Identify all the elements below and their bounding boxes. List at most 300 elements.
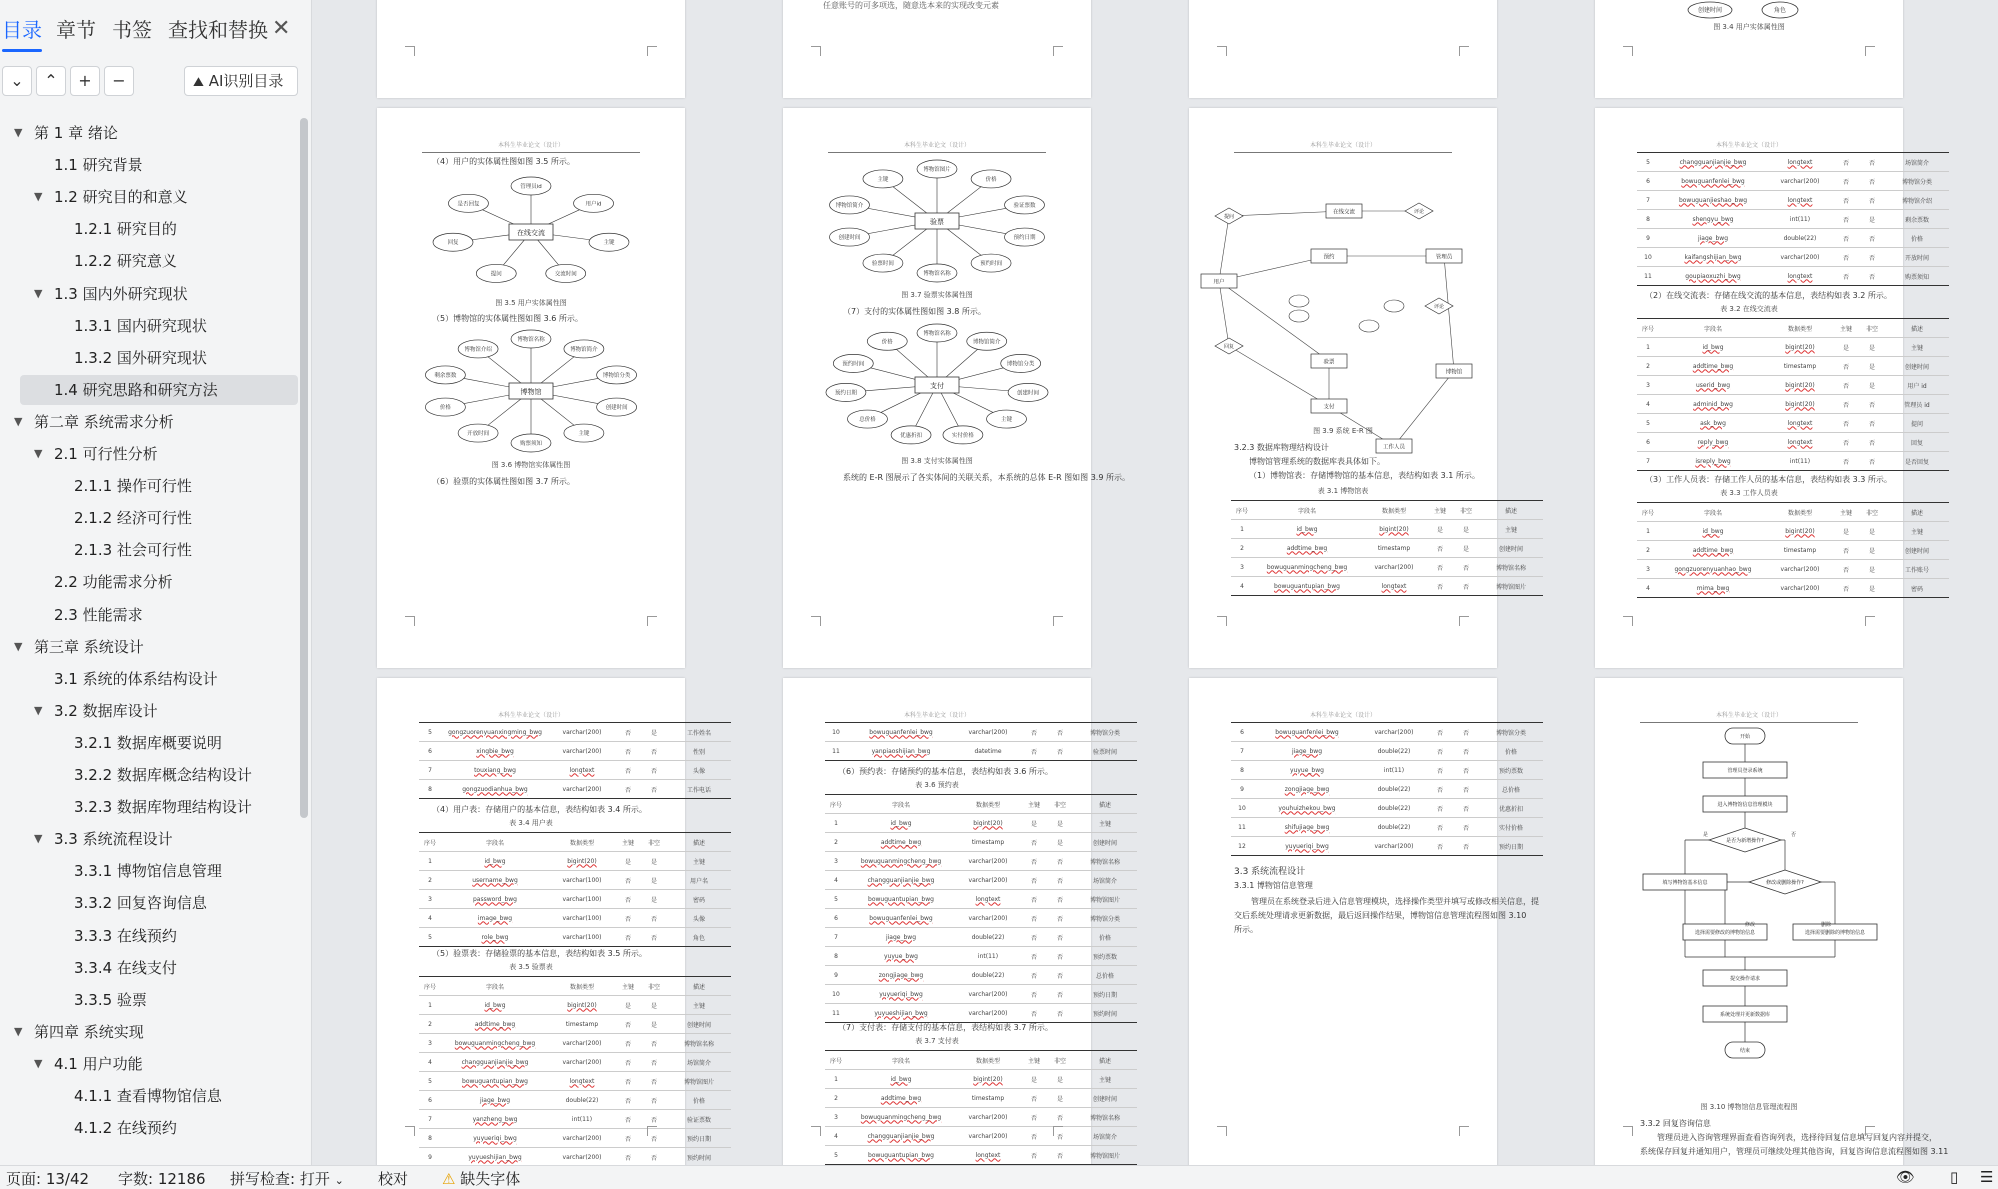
table-row: 6 bowuguanfenlei_bwg varchar(200) 否 否 博物馆分类 xyxy=(1637,172,1949,191)
flow-branch-label: 修改 xyxy=(1745,922,1756,928)
crop-mark xyxy=(405,1126,415,1136)
table-row: 5 bowuguantupian_bwg longtext 否 否 博物馆图片 xyxy=(419,1072,731,1091)
toc-item[interactable] xyxy=(20,1113,298,1143)
table-row: 6 reply_bwg longtext 否 否 回复 xyxy=(1637,433,1949,452)
toc-item-label: 3.2.1 数据库概要说明 xyxy=(74,733,222,752)
crop-mark xyxy=(1623,616,1633,626)
page-3[interactable] xyxy=(1189,0,1497,98)
er-attribute xyxy=(1359,320,1379,332)
table-3-3-cont xyxy=(419,722,731,799)
toc-item[interactable] xyxy=(20,728,298,758)
table-row: 1 id_bwg bigint(20) 是 是 主键 xyxy=(419,852,731,871)
table-row: 4 changguanjianjie_bwg varchar(200) 否 否 场馆简介 xyxy=(825,1127,1137,1146)
table-row: 2 addtime_bwg timestamp 否 是 创建时间 xyxy=(825,1089,1137,1108)
attribute-label: 价格 xyxy=(439,405,451,412)
table-header-row: 序号 字段名 数据类型 主键 非空 描述 xyxy=(1637,503,1949,522)
sidebar-tabs xyxy=(0,8,312,50)
museum-info-flowchart xyxy=(1595,722,1903,1092)
attribute-label: 主键 xyxy=(603,240,615,247)
toc-item-label: 1.2 研究目的和意义 xyxy=(54,188,188,207)
page-6[interactable]: 本科生毕业论文（设计） 博物馆图片 价格 验证票数 预约日期 预约时间 博物馆名称 验票时间 创建时间 博物馆简介 主键 验票 图 3.7 验票实体属性图 （7）支付的实体属性图如图 3.8 所示。 博物馆名称 博物馆简介 博物馆分类 创建时间 主键 实付价格 优惠折扣 总价格 预约日期 预约时间 价格 支付 图 3.8 支付实体属性图 系统的 E-R 图展示了各实体间的关联关系，本系统的总体 E-R 图如图 3.9 所示。 xyxy=(783,108,1091,668)
er-entity-label: 管理员 xyxy=(1435,254,1453,261)
table-row: 5 changguanjianjie_bwg longtext 否 否 场馆简介 xyxy=(1637,153,1949,172)
attribute-label: 预约时间 xyxy=(980,261,1003,268)
table-row: 1 id_bwg bigint(20) 是 是 主键 xyxy=(1637,522,1949,541)
toc-item[interactable] xyxy=(20,600,298,630)
table-row: 11 yuyueshijian_bwg varchar(200) 否 否 预约时间 xyxy=(825,1004,1137,1023)
toc-item[interactable] xyxy=(20,182,298,212)
toc-item-label: 1.4 研究思路和研究方法 xyxy=(54,380,218,399)
crop-mark xyxy=(1623,46,1633,56)
crop-mark xyxy=(1865,1126,1875,1136)
table-row: 12 yuyueriqi_bwg varchar(200) 否 否 预约日期 xyxy=(1231,837,1543,856)
caret-down-icon[interactable]: ▼ xyxy=(34,1056,43,1070)
flow-label: 填写博物馆基本信息 xyxy=(1662,880,1708,886)
table-3-5-cont xyxy=(825,722,1137,761)
toc-tree xyxy=(0,118,300,1163)
attribute-label: 优惠折扣 xyxy=(900,432,923,439)
entity-label: 博物馆 xyxy=(520,388,542,396)
attribute-label: 用户id xyxy=(585,201,602,208)
table-row: 1 id_bwg bigint(20) 是 是 主键 xyxy=(1231,520,1543,539)
flow-label: 管理员登录系统 xyxy=(1727,768,1763,774)
table-3-7 xyxy=(825,1050,1137,1165)
attribute-label: 交流时间 xyxy=(554,271,577,278)
toc-item[interactable] xyxy=(20,279,298,309)
crop-mark xyxy=(1053,1126,1063,1136)
crop-mark xyxy=(1053,616,1063,626)
page-9[interactable]: 本科生毕业论文（设计） 5 gongzuorenyuanxingming_bwg varchar(200) 否 是 工作姓名 6 xingbie_bwg varchar(200) 否 否 性别 7 touxiang_bwg longtext 否 否 头像 8 gongzuodianhua_bwg varchar(200) 否 否 工作电话 （4）用户表：存储用户的基本信息，表结构如表 3.4 所示。 表 3.4 用户表 序号 字段名 数据类型 主键 非空 描述 1 id_bwg bigint(20) 是 是 主键 2 username_bwg varchar(100) 否 是 用户名 3 password_bwg varchar(100) 否 是 密码 4 image_bwg varchar(100) 否 否 头像 5 role_bwg varchar(100) 否 否 角色 （5）验票表：存储验票的基本信息，表结构如表 3.5 所示。 表 3.5 验票表 序号 字段名 数据类型 主键 非空 描述 1 id_bwg bigint(20) 是 是 主键 2 addtime_bwg timestamp 否 是 创建时间 3 bowuguanmingcheng_bwg varchar(200) 否 否 博物馆名称 4 changguanjianjie_bwg varchar(200) 否 否 场馆简介 5 bowuguantupian_bwg longtext 否 否 博物馆图片 6 jiage_bwg double(22) 否 否 价格 7 yanzheng_bwg int(11) 否 否 验证票数 8 yuyueriqi_bwg varchar(200) 否 否 预约日期 9 yuyueshijian_bwg varchar(200) 否 否 预约时间 xyxy=(377,678,685,1178)
flow-label: 进入博物馆信息管理模块 xyxy=(1717,802,1773,808)
table-header-row: 序号 字段名 数据类型 主键 非空 描述 xyxy=(419,833,731,852)
toc-item[interactable] xyxy=(20,696,298,726)
toc-item[interactable] xyxy=(20,375,298,405)
table-row: 2 addtime_bwg timestamp 否 是 创建时间 xyxy=(1637,357,1949,376)
toc-item-label: 2.1.3 社会可行性 xyxy=(74,541,192,560)
system-er-diagram xyxy=(1189,156,1497,451)
toc-item-label: 第三章 系统设计 xyxy=(34,637,144,656)
toc-item[interactable] xyxy=(20,760,298,790)
er-entity-label: 工作人员 xyxy=(1382,444,1406,451)
flow-label: 选择需要修改的博物馆信息 xyxy=(1694,930,1756,936)
table-3-7-cont xyxy=(1231,722,1543,856)
table-row: 10 kaifangshijian_bwg varchar(200) 否 否 开放时间 xyxy=(1637,248,1949,267)
toc-item-label: 2.1.1 操作可行性 xyxy=(74,477,192,496)
toc-item-label: 2.2 功能需求分析 xyxy=(54,573,173,592)
table-row: 1 id_bwg bigint(20) 是 是 主键 xyxy=(825,814,1137,833)
toc-item[interactable] xyxy=(20,888,298,918)
table-row: 5 ask_bwg longtext 否 否 提问 xyxy=(1637,414,1949,433)
attribute-label: 博物馆名称 xyxy=(923,271,951,277)
page-5[interactable]: 本科生毕业论文（设计） （4）用户的实体属性图如图 3.5 所示。 管理员id 用户id 主键 交流时间 提问 回复 是否回复 在线交流 图 3.5 用户实体属性图 （5）博物馆的实体属性图如图 3.6 所示。 博物馆名称 博物馆简介 博物馆分类 创建时间 主键 购票须知 开放时间 价格 剩余票数 博物馆介绍 博物馆 图 3.6 博物馆实体属性图 （6）验票的实体属性图如图 3.7 所示。 xyxy=(377,108,685,668)
attribute-label: 验证票数 xyxy=(1013,202,1036,209)
table-3-6 xyxy=(825,794,1137,1023)
list-view-icon[interactable]: ☰ xyxy=(1980,1168,1994,1186)
crop-mark xyxy=(811,46,821,56)
page-8[interactable]: 本科生毕业论文（设计） 5 changguanjianjie_bwg longtext 否 否 场馆简介 6 bowuguanfenlei_bwg varchar(200) 否 否 博物馆分类 7 bowuguanjieshao_bwg longtext 否 否 博物馆介绍 8 shengyu_bwg int(11) 否 是 剩余票数 9 jiage_bwg double(22) 否 否 价格 10 kaifangshijian_bwg varchar(200) 否 否 开放时间 11 goupiaoxuzhi_bwg longtext 否 否 购票须知 （2）在线交流表：存储在线交流的基本信息，表结构如表 3.2 所示。 表 3.2 在线交流表 序号 字段名 数据类型 主键 非空 描述 1 id_bwg bigint(20) 是 是 主键 2 addtime_bwg timestamp 否 是 创建时间 3 userid_bwg bigint(20) 否 是 用户 id 4 adminid_bwg bigint(20) 否 否 管理员 id 5 ask_bwg longtext 否 否 提问 6 reply_bwg longtext 否 否 回复 7 isreply_bwg int(11) 否 否 是否回复 （3）工作人员表：存储工作人员的基本信息，表结构如表 3.3 所示。 表 3.3 工作人员表 序号 字段名 数据类型 主键 非空 描述 1 id_bwg bigint(20) 是 是 主键 2 addtime_bwg timestamp 否 是 创建时间 3 gongzuorenyuanhao_bwg varchar(200) 否 是 工作账号 4 mima_bwg varchar(200) 否 是 密码 xyxy=(1595,108,1903,668)
toc-item[interactable] xyxy=(20,664,298,694)
tab-find-replace[interactable]: 查找和替换 xyxy=(168,18,268,42)
attribute-label: 提问 xyxy=(490,271,502,278)
table-header-row: 序号 字段名 数据类型 主键 非空 描述 xyxy=(825,795,1137,814)
caret-down-icon[interactable]: ▼ xyxy=(14,639,23,653)
attribute-label: 是否回复 xyxy=(457,201,480,208)
attribute-label: 剩余票数 xyxy=(434,372,457,379)
toc-item-label: 2.1.2 经济可行性 xyxy=(74,509,192,528)
tab-bookmarks[interactable]: 书签 xyxy=(112,18,152,42)
toc-item-label: 1.3.2 国外研究现状 xyxy=(74,348,207,367)
table-row: 4 changguanjianjie_bwg varchar(200) 否 否 场馆简介 xyxy=(419,1053,731,1072)
toc-item-label: 3.3.3 在线预约 xyxy=(74,926,177,945)
er-relation-label: 回复 xyxy=(1223,344,1235,350)
toc-item[interactable] xyxy=(20,343,298,373)
table-row: 1 id_bwg bigint(20) 是 是 主键 xyxy=(825,1070,1137,1089)
attribute-label: 博物馆介绍 xyxy=(464,346,492,353)
table-3-2 xyxy=(1637,318,1949,471)
svg-text:创建时间: 创建时间 xyxy=(1697,7,1723,14)
attribute-label: 博物馆分类 xyxy=(1006,361,1035,368)
er-entity-label: 预约 xyxy=(1323,254,1335,261)
toc-item-label: 第 1 章 绪论 xyxy=(34,124,118,142)
table-row: 5 gongzuorenyuanxingming_bwg varchar(200) 否 是 工作姓名 xyxy=(419,723,731,742)
crop-mark xyxy=(1459,46,1469,56)
table-row: 11 yanpiaoshijian_bwg datetime 否 否 验票时间 xyxy=(825,742,1137,761)
table-row: 8 shengyu_bwg int(11) 否 是 剩余票数 xyxy=(1637,210,1949,229)
table-row: 9 yuyueshijian_bwg varchar(200) 否 否 预约时间 xyxy=(419,1148,731,1167)
svg-text:角色: 角色 xyxy=(1773,7,1787,14)
page-4[interactable]: 创建时间 角色 图 3.4 用户实体属性图 xyxy=(1595,0,1903,98)
toc-item-label: 3.3.4 在线支付 xyxy=(74,958,177,977)
toc-item[interactable] xyxy=(20,567,298,597)
attribute-label: 创建时间 xyxy=(838,235,861,242)
attribute-label: 博物馆名称 xyxy=(517,337,545,343)
toc-item-label: 3.2.2 数据库概念结构设计 xyxy=(74,766,252,784)
flow-label: 提交操作请求 xyxy=(1729,976,1761,982)
attribute-label: 购票须知 xyxy=(519,441,543,447)
table-row: 3 bowuguanmingcheng_bwg varchar(200) 否 否 博物馆名称 xyxy=(825,1108,1137,1127)
toc-item-label: 3.2 数据库设计 xyxy=(54,701,158,720)
toc-item-label: 第二章 系统需求分析 xyxy=(34,412,174,431)
entity-label: 支付 xyxy=(930,382,944,390)
attribute-label: 开放时间 xyxy=(467,431,490,438)
attribute-label: 回复 xyxy=(447,240,459,247)
er-relation-label: 评论 xyxy=(1433,304,1445,310)
toc-item-label: 1.3 国内外研究现状 xyxy=(54,284,188,303)
attribute-label: 主键 xyxy=(877,176,889,183)
attribute-label: 价格 xyxy=(985,176,997,183)
er-entity-label: 用户 xyxy=(1213,279,1225,286)
table-row: 8 yuyueriqi_bwg varchar(200) 否 否 预约日期 xyxy=(419,1129,731,1148)
caret-down-icon[interactable]: ▼ xyxy=(14,126,23,139)
crop-mark xyxy=(1623,1126,1633,1136)
user-entity-diagram xyxy=(377,168,685,288)
table-row: 2 addtime_bwg timestamp 否 是 创建时间 xyxy=(825,833,1137,852)
crop-mark xyxy=(1053,46,1063,56)
caret-down-icon[interactable]: ▼ xyxy=(34,190,43,204)
attribute-label: 博物馆名称 xyxy=(923,331,951,337)
er-entity-label: 博物馆 xyxy=(1445,369,1463,376)
table-row: 2 username_bwg varchar(100) 否 是 用户名 xyxy=(419,871,731,890)
caret-down-icon[interactable]: ▼ xyxy=(34,832,43,846)
toc-item[interactable] xyxy=(20,150,298,180)
toc-item[interactable] xyxy=(20,246,298,276)
table-row: 3 password_bwg varchar(100) 否 是 密码 xyxy=(419,890,731,909)
toc-item-label: 3.3.1 博物馆信息管理 xyxy=(74,862,222,881)
tab-toc[interactable]: 目录 xyxy=(2,14,42,43)
caret-down-icon[interactable]: ▼ xyxy=(34,447,43,460)
toc-item[interactable] xyxy=(14,407,298,437)
toc-item[interactable] xyxy=(20,535,298,565)
crop-mark xyxy=(1459,1126,1469,1136)
table-row: 2 addtime_bwg timestamp 否 是 创建时间 xyxy=(1637,541,1949,560)
crop-mark xyxy=(1217,46,1227,56)
page-1[interactable] xyxy=(377,0,685,98)
chevron-down-icon[interactable]: ⌄ xyxy=(2,66,32,96)
ai-recognize-toc-button[interactable]: ⛰ AI识别目录 xyxy=(184,66,298,96)
page-view-icon[interactable]: ▯ xyxy=(1950,1168,1959,1186)
flow-label: 选择需要删除的博物馆信息 xyxy=(1804,930,1866,936)
toc-scrollbar[interactable] xyxy=(300,118,308,818)
table-row: 9 zongjiage_bwg double(22) 否 否 总价格 xyxy=(1231,780,1543,799)
table-row: 3 userid_bwg bigint(20) 否 是 用户 id xyxy=(1637,376,1949,395)
flow-label: 修改或删除操作? xyxy=(1766,880,1804,886)
toc-item[interactable] xyxy=(20,439,298,469)
table-row: 7 jiage_bwg double(22) 否 否 价格 xyxy=(1231,742,1543,761)
table-row: 7 bowuguanjieshao_bwg longtext 否 否 博物馆介绍 xyxy=(1637,191,1949,210)
table-row: 8 gongzuodianhua_bwg varchar(200) 否 否 工作电话 xyxy=(419,780,731,799)
table-row: 6 bowuguanfenlei_bwg varchar(200) 否 否 博物馆分类 xyxy=(1231,723,1543,742)
table-3-1 xyxy=(1231,500,1543,596)
er-attribute xyxy=(1384,300,1404,312)
flow-branch-label: 删除 xyxy=(1821,922,1832,928)
eye-icon[interactable]: 👁 xyxy=(1896,1168,1916,1186)
table-row: 9 jiage_bwg double(22) 否 否 价格 xyxy=(1637,229,1949,248)
toc-item[interactable] xyxy=(20,921,298,951)
crop-mark xyxy=(647,616,657,626)
table-header-row: 序号 字段名 数据类型 主键 非空 描述 xyxy=(1637,319,1949,338)
toc-item[interactable] xyxy=(20,856,298,886)
table-row: 10 yuyueriqi_bwg varchar(200) 否 否 预约日期 xyxy=(825,985,1137,1004)
table-row: 4 adminid_bwg bigint(20) 否 否 管理员 id xyxy=(1637,395,1949,414)
page-11[interactable]: 本科生毕业论文（设计） 6 bowuguanfenlei_bwg varchar(200) 否 否 博物馆分类 7 jiage_bwg double(22) 否 否 价格 8 yuyue_bwg int(11) 否 否 预约票数 9 zongjiage_bwg double(22) 否 否 总价格 10 youhuizhekou_bwg double(22) 否 否 优惠折扣 11 shifujiage_bwg double(22) 否 否 实付价格 12 yuyueriqi_bwg varchar(200) 否 否 预约日期 3.3 系统流程设计 3.3.1 博物馆信息管理 管理员在系统登录后进入信息管理模块，选择操作类型并填写或修改相关信息，提 交后系统处理请求更新数据，最后返回操作结果，博物馆信息管理流程图如图 3.10 所示。 xyxy=(1189,678,1497,1178)
attribute-label: 主键 xyxy=(1001,417,1013,424)
page-7[interactable]: 本科生毕业论文（设计） 用户 预约 验票 支付 管理员 工作人员 在线交流 博物馆 提问 回复 评论 评论 图 3.9 系统 E-R 图 3.2.3 数据库物理结构设计 博物馆管理系统的数据库表具体如下。 （1）博物馆表：存储博物馆的基本信息，表结构如表 3.1 所示。 表 3.1 博物馆表 序号 字段名 数据类型 主键 非空 描述 1 id_bwg bigint(20) 是 是 主键 2 addtime_bwg timestamp 否 是 创建时间 3 bowuguanmingcheng_bwg varchar(200) 否 否 博物馆名称 4 bowuguantupian_bwg longtext 否 否 博物馆图片 xyxy=(1189,108,1497,668)
er-entity-label: 支付 xyxy=(1323,404,1335,411)
table-header-row: 序号 字段名 数据类型 主键 非空 描述 xyxy=(1231,501,1543,520)
document-canvas xyxy=(313,0,1998,1165)
er-attribute xyxy=(1289,295,1309,307)
toc-item[interactable] xyxy=(20,471,298,501)
table-row: 2 addtime_bwg timestamp 否 是 创建时间 xyxy=(419,1015,731,1034)
crop-mark xyxy=(1217,1126,1227,1136)
table-3-5 xyxy=(419,976,731,1167)
flow-label: 是否为新增操作? xyxy=(1726,838,1764,844)
attribute-label: 总价格 xyxy=(859,417,876,424)
caret-down-icon[interactable]: ▼ xyxy=(34,703,43,717)
toc-item-label: 3.3 系统流程设计 xyxy=(54,830,173,849)
toc-item[interactable] xyxy=(20,311,298,341)
attribute-label: 管理员id xyxy=(520,184,542,190)
flow-label: 系统处理并更新数据库 xyxy=(1719,1012,1771,1018)
chevron-up-icon[interactable]: ⌃ xyxy=(36,66,66,96)
flow-branch-label: 否 xyxy=(1791,832,1797,838)
attribute-label: 博物馆简介 xyxy=(570,346,598,353)
table-row: 2 addtime_bwg timestamp 否 是 创建时间 xyxy=(1231,539,1543,558)
spell-check-toggle[interactable]: 拼写检查: 打开 ⌄ xyxy=(230,1170,344,1188)
attribute-label: 预约日期 xyxy=(1013,235,1036,242)
caret-down-icon[interactable]: ▼ xyxy=(14,1024,23,1038)
crop-mark xyxy=(647,46,657,56)
page-12[interactable]: 本科生毕业论文（设计） 开始 管理员登录系统 进入博物馆信息管理模块 是否为新增操作? 填写博物馆基本信息 修改或删除操作? 选择需要修改的博物馆信息 选择需要删除的博物馆信息 提交操作请求 系统处理并更新数据库 结束 是 否 修改 删除 图 3.10 博物馆信息管理流程图 3.3.2 回复咨询信息 管理员进入咨询管理界面查看咨询列表，选择待回复信息填写回复内容并提交， 系统保存回复并通知用户，管理员可继续处理其他咨询，回复咨询信息流程图如图 3.11 xyxy=(1595,678,1903,1178)
table-row: 4 image_bwg varchar(100) 否 否 头像 xyxy=(419,909,731,928)
toc-item[interactable] xyxy=(20,1049,298,1079)
table-row: 6 xingbie_bwg varchar(200) 否 否 性别 xyxy=(419,742,731,761)
toc-item[interactable] xyxy=(14,632,298,662)
attribute-label: 预约时间 xyxy=(842,361,865,368)
chevron-down-icon: ⌄ xyxy=(334,1174,344,1187)
table-row: 5 role_bwg varchar(100) 否 否 角色 xyxy=(419,928,731,947)
attribute-label: 博物馆分类 xyxy=(602,372,631,379)
attribute-label: 创建时间 xyxy=(1017,390,1040,397)
table-row: 9 zongjiage_bwg double(22) 否 否 总价格 xyxy=(825,966,1137,985)
attribute-label: 验票时间 xyxy=(871,261,894,268)
table-3-1-cont xyxy=(1637,152,1949,286)
table-row: 8 yuyue_bwg int(11) 否 否 预约票数 xyxy=(825,947,1137,966)
table-row: 3 bowuguanmingcheng_bwg varchar(200) 否 否 博物馆名称 xyxy=(1231,558,1543,577)
attribute-label: 预约日期 xyxy=(834,390,857,397)
toc-item-label: 1.3.1 国内研究现状 xyxy=(74,316,207,335)
toc-item-label: 4.1.1 查看博物馆信息 xyxy=(74,1087,222,1105)
table-row: 6 jiage_bwg double(22) 否 否 价格 xyxy=(419,1091,731,1110)
table-row: 3 bowuguanmingcheng_bwg varchar(200) 否 否 博物馆名称 xyxy=(825,852,1137,871)
status-bar xyxy=(0,1165,1998,1189)
toc-item-label: 4.1 用户功能 xyxy=(54,1054,143,1073)
toc-item-label: 4.1.2 在线预约 xyxy=(74,1119,177,1138)
table-row: 7 jiage_bwg double(22) 否 否 价格 xyxy=(825,928,1137,947)
caret-down-icon[interactable]: ▼ xyxy=(34,286,43,300)
table-row: 3 bowuguanmingcheng_bwg varchar(200) 否 否 博物馆名称 xyxy=(419,1034,731,1053)
toc-item-label: 1.2.1 研究目的 xyxy=(74,220,177,239)
flow-label: 开始 xyxy=(1739,734,1751,740)
attribute-label: 价格 xyxy=(881,339,893,346)
table-row: 6 bowuguanfenlei_bwg varchar(200) 否 否 博物馆分类 xyxy=(825,909,1137,928)
flow-branch-label: 是 xyxy=(1703,832,1709,838)
toc-item[interactable] xyxy=(20,792,298,822)
toc-item-label: 1.2.2 研究意义 xyxy=(74,252,177,271)
caret-down-icon[interactable]: ▼ xyxy=(14,414,23,428)
toc-item-label: 3.3.5 验票 xyxy=(74,990,147,1009)
word-count[interactable]: 字数: 12186 xyxy=(118,1170,206,1188)
crop-mark xyxy=(647,1126,657,1136)
attribute-label: 博物馆简介 xyxy=(972,339,1001,346)
attribute-label: 主键 xyxy=(578,431,590,438)
table-row: 4 changguanjianjie_bwg varchar(200) 否 否 场馆简介 xyxy=(825,871,1137,890)
crop-mark xyxy=(1865,46,1875,56)
table-row: 1 id_bwg bigint(20) 是 是 主键 xyxy=(1637,338,1949,357)
table-row: 5 bowuguantupian_bwg longtext 否 否 博物馆图片 xyxy=(825,890,1137,909)
page-indicator[interactable]: 页面: 13/42 xyxy=(6,1170,90,1188)
toc-item[interactable] xyxy=(14,118,298,148)
table-row: 3 gongzuorenyuanhao_bwg varchar(200) 否 是 工作账号 xyxy=(1637,560,1949,579)
tab-chapters[interactable]: 章节 xyxy=(56,18,96,42)
er-relation-label: 提问 xyxy=(1223,214,1235,220)
er-relation-label: 评论 xyxy=(1413,209,1425,215)
toc-item-label: 1.1 研究背景 xyxy=(54,156,143,175)
crop-mark xyxy=(1217,616,1227,626)
page-2[interactable]: 任意账号的可多项选，随意选本来的实现改变元素 xyxy=(783,0,1091,98)
er-entity-label: 验票 xyxy=(1323,359,1335,366)
table-row: 7 yanzheng_bwg int(11) 否 否 验证票数 xyxy=(419,1110,731,1129)
plus-icon[interactable]: + xyxy=(70,66,100,96)
table-header-row: 序号 字段名 数据类型 主键 非空 描述 xyxy=(825,1051,1137,1070)
table-row: 11 goupiaoxuzhi_bwg longtext 否 否 购票须知 xyxy=(1637,267,1949,286)
entity-label: 在线交流 xyxy=(517,229,545,237)
attribute-label: 实付价格 xyxy=(951,432,974,439)
missing-font-button[interactable]: ⚠ 缺失字体 xyxy=(442,1170,521,1188)
toc-item[interactable] xyxy=(20,503,298,533)
proofread-button[interactable]: 校对 xyxy=(378,1170,409,1188)
table-row: 5 bowuguantupian_bwg longtext 否 否 博物馆图片 xyxy=(825,1146,1137,1165)
attribute-label: 博物馆图片 xyxy=(923,167,951,173)
toc-item[interactable] xyxy=(20,824,298,854)
crop-mark xyxy=(405,616,415,626)
page-10[interactable]: 本科生毕业论文（设计） 10 bowuguanfenlei_bwg varchar(200) 否 否 博物馆分类 11 yanpiaoshijian_bwg datetime 否 否 验票时间 （6）预约表：存储预约的基本信息，表结构如表 3.6 所示。 表 3.6 预约表 序号 字段名 数据类型 主键 非空 描述 1 id_bwg bigint(20) 是 是 主键 2 addtime_bwg timestamp 否 是 创建时间 3 bowuguanmingcheng_bwg varchar(200) 否 否 博物馆名称 4 changguanjianjie_bwg varchar(200) 否 否 场馆简介 5 bowuguantupian_bwg longtext 否 否 博物馆图片 6 bowuguanfenlei_bwg varchar(200) 否 否 博物馆分类 7 jiage_bwg double(22) 否 否 价格 8 yuyue_bwg int(11) 否 否 预约票数 9 zongjiage_bwg double(22) 否 否 总价格 10 yuyueriqi_bwg varchar(200) 否 否 预约日期 11 yuyueshijian_bwg varchar(200) 否 否 预约时间 （7）支付表：存储支付的基本信息，表结构如表 3.7 所示。 表 3.7 支付表 序号 字段名 数据类型 主键 非空 描述 1 id_bwg bigint(20) 是 是 主键 2 addtime_bwg timestamp 否 是 创建时间 3 bowuguanmingcheng_bwg varchar(200) 否 否 博物馆名称 4 changguanjianjie_bwg varchar(200) 否 否 场馆简介 5 bowuguantupian_bwg longtext 否 否 博物馆图片 xyxy=(783,678,1091,1178)
flow-label: 结束 xyxy=(1739,1048,1751,1054)
toc-item[interactable] xyxy=(20,953,298,983)
sidebar xyxy=(0,0,312,1165)
crop-mark xyxy=(1865,616,1875,626)
table-row: 7 isreply_bwg int(11) 否 否 是否回复 xyxy=(1637,452,1949,471)
table-row: 4 mima_bwg varchar(200) 否 是 密码 xyxy=(1637,579,1949,598)
toc-item[interactable] xyxy=(14,1017,298,1047)
crop-mark xyxy=(1459,616,1469,626)
er-attribute xyxy=(1289,310,1309,322)
entity-label: 验票 xyxy=(930,218,944,226)
close-icon[interactable]: ✕ xyxy=(272,16,291,41)
crop-mark xyxy=(811,1126,821,1136)
ticket-entity-diagram xyxy=(783,156,1091,286)
crop-mark xyxy=(405,46,415,56)
table-row: 10 bowuguanfenlei_bwg varchar(200) 否 否 博物馆分类 xyxy=(825,723,1137,742)
toc-item-label: 3.1 系统的体系结构设计 xyxy=(54,669,218,688)
er-entity-label: 在线交流 xyxy=(1332,209,1356,216)
minus-icon[interactable]: − xyxy=(104,66,134,96)
table-row: 1 id_bwg bigint(20) 是 是 主键 xyxy=(419,996,731,1015)
toc-item-label: 2.1 可行性分析 xyxy=(54,445,158,463)
toc-item-label: 第四章 系统实现 xyxy=(34,1022,144,1041)
table-row: 11 shifujiage_bwg double(22) 否 否 实付价格 xyxy=(1231,818,1543,837)
toc-item[interactable] xyxy=(20,985,298,1015)
crop-mark xyxy=(811,616,821,626)
toc-item-label: 3.2.3 数据库物理结构设计 xyxy=(74,798,252,817)
museum-entity-diagram xyxy=(377,326,685,456)
warning-icon: ⚠ xyxy=(442,1170,456,1188)
toc-item-label: 3.3.2 回复咨询信息 xyxy=(74,894,207,913)
table-row: 4 bowuguantupian_bwg longtext 否 否 博物馆图片 xyxy=(1231,577,1543,596)
table-row: 10 youhuizhekou_bwg double(22) 否 否 优惠折扣 xyxy=(1231,799,1543,818)
ai-icon: ⛰ xyxy=(193,75,204,90)
toc-toolbar xyxy=(0,66,312,100)
table-header-row: 序号 字段名 数据类型 主键 非空 描述 xyxy=(419,977,731,996)
toc-item[interactable] xyxy=(20,1081,298,1111)
attribute-label: 创建时间 xyxy=(605,405,628,412)
toc-item[interactable] xyxy=(20,214,298,244)
table-row: 7 touxiang_bwg longtext 否 否 头像 xyxy=(419,761,731,780)
attribute-label: 博物馆简介 xyxy=(835,202,864,209)
table-3-4 xyxy=(419,832,731,947)
payment-entity-diagram xyxy=(783,320,1091,450)
table-row: 8 yuyue_bwg int(11) 否 否 预约票数 xyxy=(1231,761,1543,780)
